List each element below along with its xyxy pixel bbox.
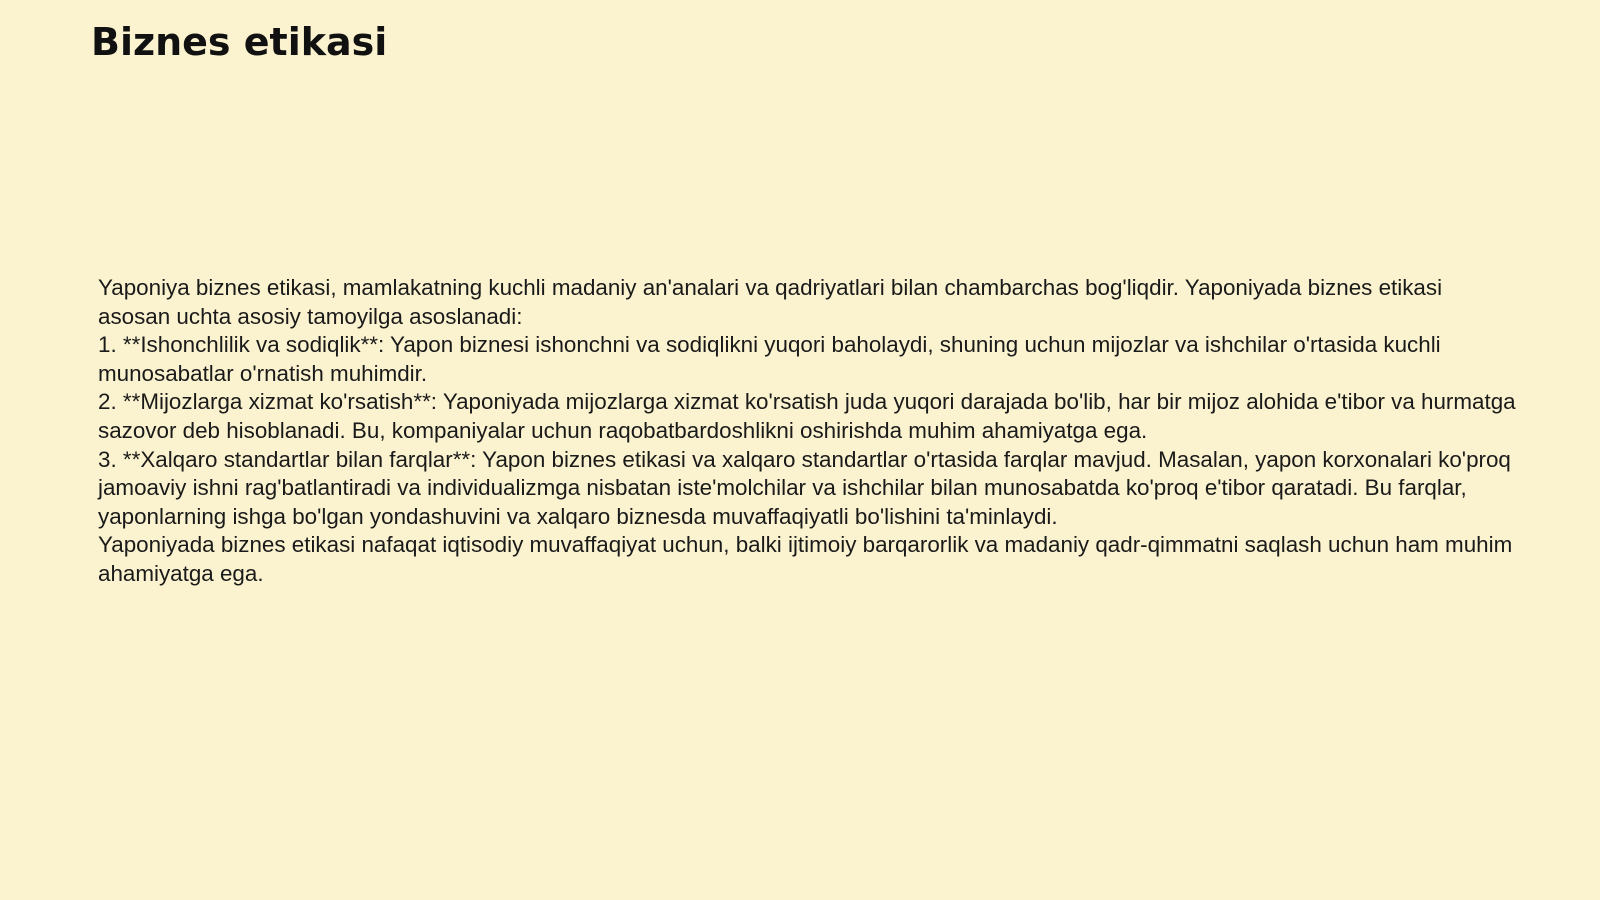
slide-body bbox=[98, 274, 1518, 589]
intro-paragraph: Yaponiya biznes etikasi, mamlakatning kuchli madaniy an'analari va qadriyatlari bilan chambarchas bog'liqdir. Yaponiyada biznes etikasi asosan uchta asosiy tamoyilga asoslanadi: bbox=[98, 275, 1443, 329]
conclusion-paragraph: Yaponiyada biznes etikasi nafaqat iqtisodiy muvaffaqiyat uchun, balki ijtimoiy barqarorlik va madaniy qadr-qimmatni saqlash uchun ham muhim ahamiyatga ega. bbox=[98, 532, 1513, 586]
slide-title: Biznes etikasi bbox=[91, 20, 388, 64]
list-item: 1. **Ishonchlilik va sodiqlik**: Yapon biznesi ishonchni va sodiqlikni yuqori baholaydi, shuning uchun mijozlar va ishchilar o'rtasida kuchli munosabatlar o'rnatish muhimdir. bbox=[98, 332, 1441, 386]
list-item: 2. **Mijozlarga xizmat ko'rsatish**: Yaponiyada mijozlarga xizmat ko'rsatish juda yuqori darajada bo'lib, har bir mijoz alohida e'tibor va hurmatga sazovor deb hisoblanadi. Bu, kompaniyalar uchun raqobatbardoshlikni oshirishda muhim ahamiyatga ega. bbox=[98, 389, 1516, 443]
list-item: 3. **Xalqaro standartlar bilan farqlar**: Yapon biznes etikasi va xalqaro standartlar o'rtasida farqlar mavjud. Masalan, yapon korxonalari ko'proq jamoaviy ishni rag'batlantiradi va individualizmga nisbatan iste'molchilar va ishchilar bilan munosabatda ko'proq e'tibor qaratadi. Bu farqlar, yaponlarning ishga bo'lgan yondashuvini va xalqaro biznesda muvaffaqiyatli bo'lishini ta'minlaydi. bbox=[98, 446, 1511, 529]
